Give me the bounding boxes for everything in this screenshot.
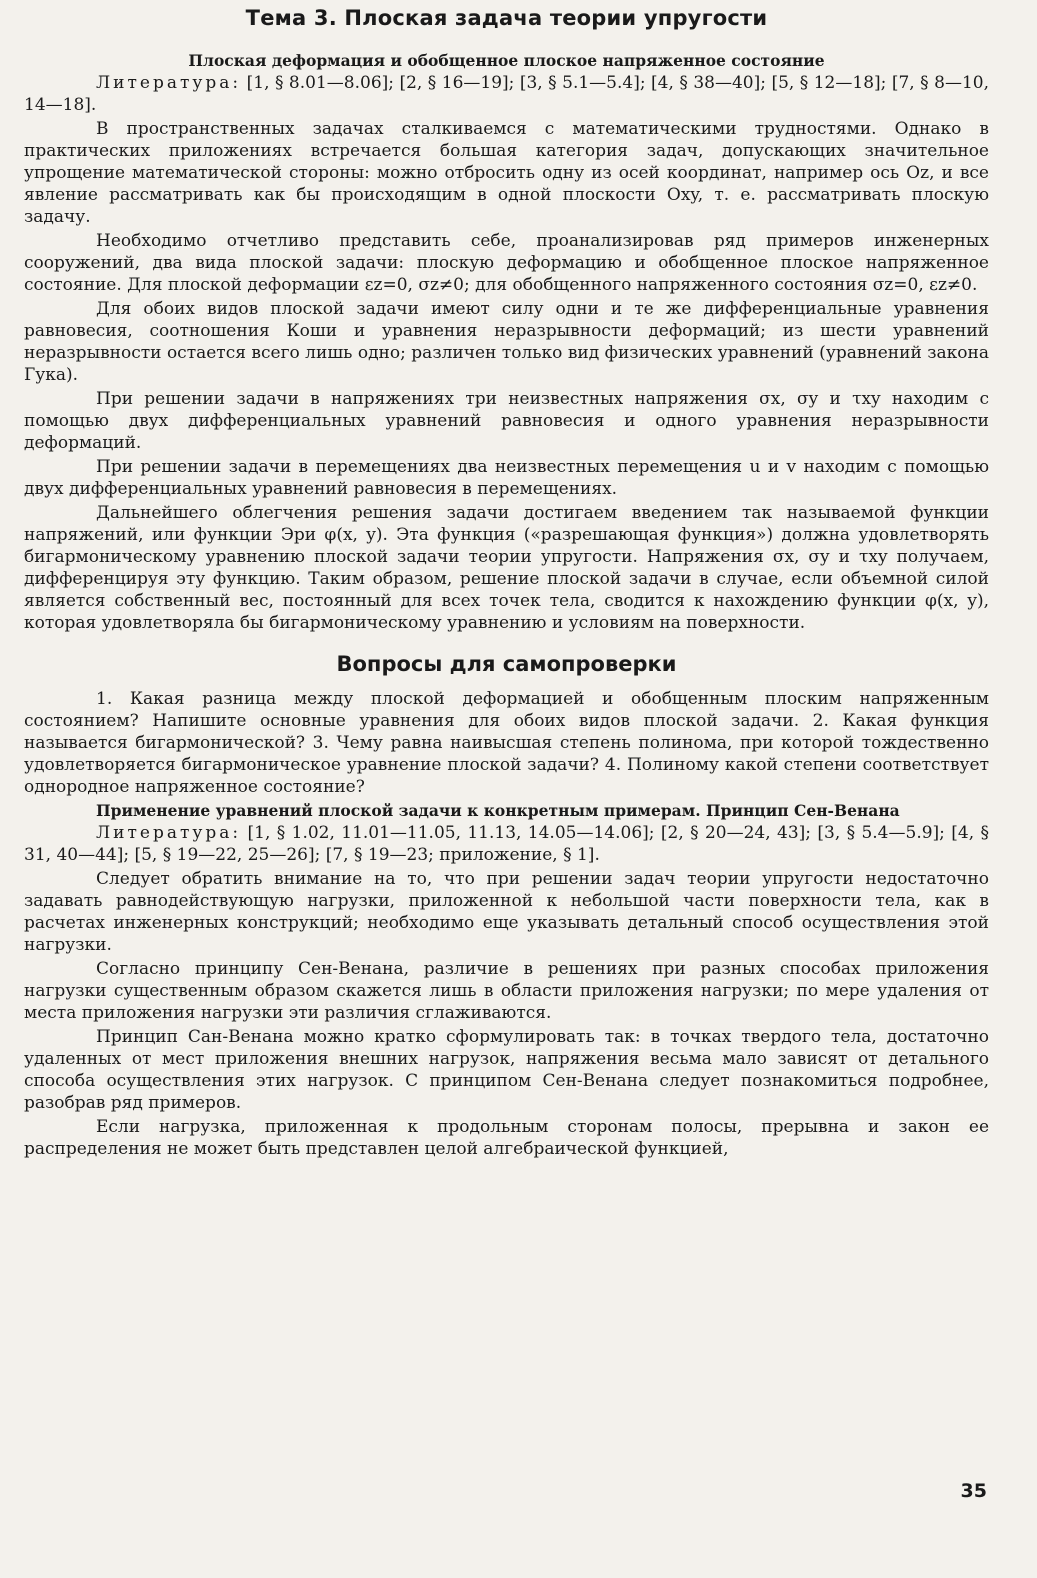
questions-title: Вопросы для самопроверки: [336, 652, 677, 676]
section2-subtitle: Применение уравнений плоской задачи к конкретным примерам. Принцип Сен-Венана: [96, 801, 900, 820]
literature-line: [24, 822, 989, 866]
paragraph: При решении задачи в напряжениях три неизвестных напряжения σx, σy и τxy находим с помощью двух дифференциальных уравнений равновесия и одного уравнения неразрывности деформаций.: [24, 389, 989, 453]
page-number: 35: [960, 1480, 987, 1502]
paragraph: При решении задачи в перемещениях два неизвестных перемещения u и v находим с помощью двух дифференциальных уравнений равновесия в перемещениях.: [24, 457, 989, 499]
paragraph: Для обоих видов плоской задачи имеют силу одни и те же дифференциальные уравнения равновесия, соотношения Коши и уравнения неразрывности деформаций; из шести уравнений неразрывности остается всего лишь одно; различен только вид физических уравнений (уравнений закона Гука).: [24, 299, 989, 385]
topic-title: Тема 3. Плоская задача теории упругости: [245, 6, 768, 30]
paragraph: Согласно принципу Сен-Венана, различие в решениях при разных способах приложения нагрузки существенным образом скажется лишь в области приложения нагрузки; по мере удаления от места приложения нагрузки эти различия сглаживаются.: [24, 959, 989, 1023]
paragraph: Принцип Сан-Венана можно кратко сформулировать так: в точках твердого тела, достаточно удаленных от мест приложения внешних нагрузок, напряжения весьма мало зависят от детального способа осуществления этих нагрузок. С принципом Сен-Венана следует познакомиться подробнее, разобрав ряд примеров.: [24, 1027, 989, 1113]
section-subtitle: Плоская деформация и обобщенное плоское напряженное состояние: [188, 51, 825, 70]
paragraph: Дальнейшего облегчения решения задачи достигаем введением так называемой функции напряжений, или функции Эри φ(x, y). Эта функция («разрешающая функция») должна удовлетворять бигармоническому уравнению плоской задачи теории упругости. Напряжения σx, σy и τxy получаем, дифференцируя эту функцию. Таким образом, решение плоской задачи в случае, если объемной силой является собственный вес, постоянный для всех точек тела, сводится к нахождению функции φ(x, y), которая удовлетворяла бы бигармоническому уравнению и условиям на поверхности.: [24, 503, 989, 633]
literature-refs: [1, § 1.02, 11.01—11.05, 11.13, 14.05—14.06]; [2, § 20—24, 43]; [3, § 5.4—5.9]; [4, § 31, 40—44]; [5, § 19—22, 25—26]; [7, § 19—23; приложение, § 1].: [24, 823, 989, 865]
questions-text: 1. Какая разница между плоской деформацией и обобщенным плоским напряженным состоянием? Напишите основные уравнения для обоих видов плоской задачи. 2. Какая функция называется бигармонической? 3. Чему равна наивысшая степень полинома, при которой тождественно удовлетворяется бигармоническое уравнение плоской задачи? 4. Полиному какой степени соответствует однородное напряженное состояние?: [24, 689, 989, 797]
page-content: [24, 6, 989, 1162]
literature-line: [24, 72, 989, 116]
literature-refs: [1, § 8.01—8.06]; [2, § 16—19]; [3, § 5.1—5.4]; [4, § 38—40]; [5, § 12—18]; [7, § 8—10, 14—18].: [24, 73, 989, 115]
paragraph: Необходимо отчетливо представить себе, проанализировав ряд примеров инженерных сооружений, два вида плоской задачи: плоскую деформацию и обобщенное плоское напряженное состояние. Для плоской деформации εz=0, σz≠0; для обобщенного напряженного состояния σz=0, εz≠0.: [24, 231, 989, 295]
literature-label: Литература:: [96, 823, 242, 843]
paragraph: Следует обратить внимание на то, что при решении задач теории упругости недостаточно задавать равнодействующую нагрузки, приложенной к небольшой части поверхности тела, как в расчетах инженерных конструкций; необходимо еще указывать детальный способ осуществления этой нагрузки.: [24, 869, 989, 955]
paragraph: В пространственных задачах сталкиваемся с математическими трудностями. Однако в практических приложениях встречается большая категория задач, допускающих значительное упрощение математической стороны: можно отбросить одну из осей координат, например ось Oz, и все явление рассматривать как бы происходящим в одной плоскости Oxy, т. е. рассматривать плоскую задачу.: [24, 119, 989, 227]
paragraph: Если нагрузка, приложенная к продольным сторонам полосы, прерывна и закон ее распределения не может быть представлен целой алгебраической функцией,: [24, 1117, 989, 1159]
literature-label: Литература:: [96, 73, 242, 93]
